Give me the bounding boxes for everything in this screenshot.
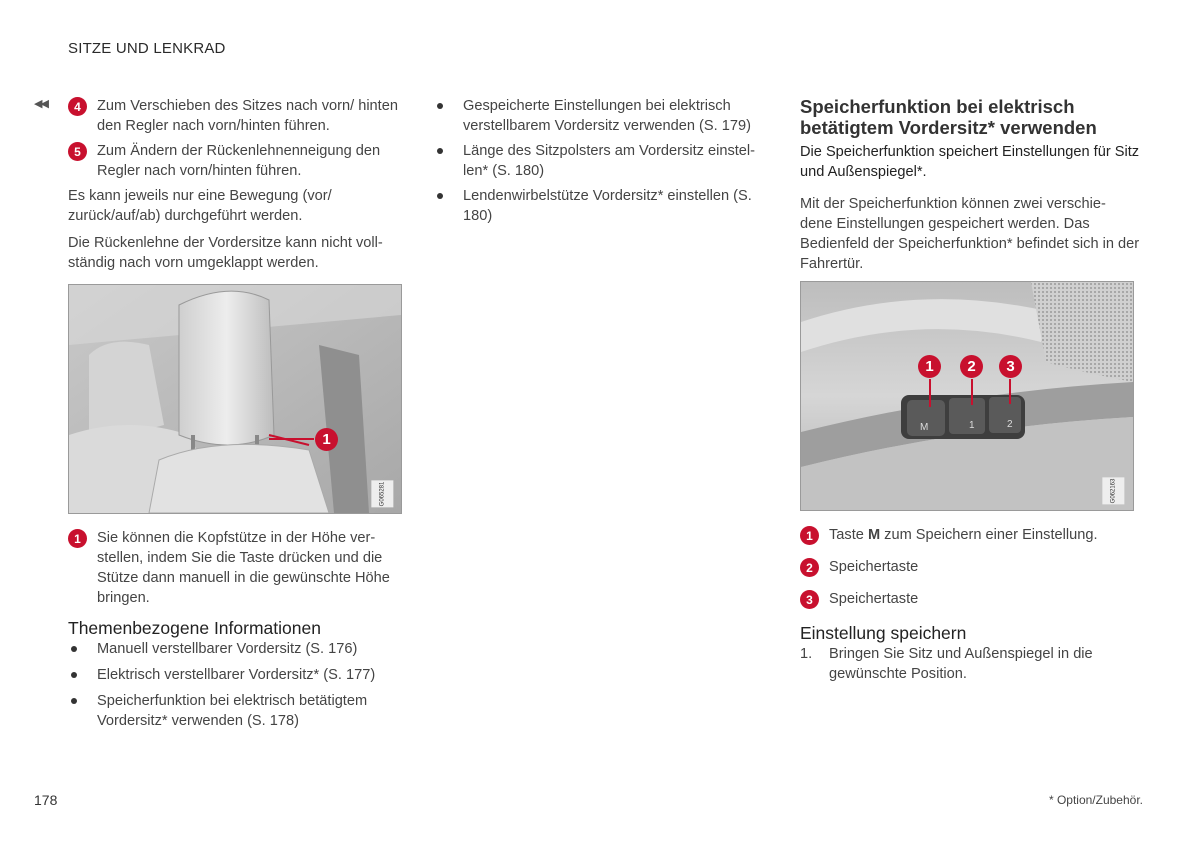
caption-number-badge: 1 <box>68 529 87 548</box>
legend-text-pre: Taste <box>829 527 868 543</box>
figure-legend <box>800 525 1140 609</box>
figure-id: G062163 <box>1102 478 1124 505</box>
callout-badge: 3 <box>999 355 1022 378</box>
legend-text: Speichertaste <box>829 591 919 607</box>
ordered-step-text: Bringen Sie Sitz und Außenspiegel in die gewünschte Position. <box>829 646 1093 682</box>
page-header: SITZE UND LENKRAD <box>68 40 226 57</box>
ordered-step <box>800 644 1140 684</box>
legend-item <box>800 525 1140 545</box>
paragraph: Die Rückenlehne der Vordersitze kann nicht voll- ständig nach vorn umgeklappt werden. <box>68 235 383 271</box>
legend-text: Speichertaste <box>829 559 919 575</box>
caption-item <box>68 528 408 608</box>
double-left-arrow-icon[interactable]: ◀◀ <box>34 98 47 110</box>
related-link[interactable]: Gespeicherte Einstellungen bei elektrisch verstellbarem Vordersitz verwenden (S. 179) <box>434 96 774 136</box>
legend-item <box>800 589 1140 609</box>
related-link[interactable]: Länge des Sitzpolsters am Vordersitz einstel- len* (S. 180) <box>434 141 774 181</box>
legend-number-badge: 3 <box>800 590 819 609</box>
related-link[interactable]: Speicherfunktion bei elektrisch betätigtem Vordersitz* verwenden (S. 178) <box>68 691 408 731</box>
legend-item <box>800 557 1140 577</box>
memory-button-2: 2 <box>1007 419 1013 430</box>
step-item <box>68 96 408 136</box>
ordered-step-number: 1. <box>800 646 813 662</box>
step-text: Zum Verschieben des Sitzes nach vorn/ hinten den Regler nach vorn/hinten führen. <box>97 98 398 134</box>
step-text: Zum Ändern der Rückenlehnenneigung den Regler nach vorn/hinten führen. <box>97 143 381 179</box>
headrest-drawing <box>69 285 401 513</box>
memory-button-m: M <box>920 422 929 433</box>
column-middle <box>434 96 774 231</box>
paragraph: Es kann jeweils nur eine Bewegung (vor/ zurück/auf/ab) durchgeführt werden. <box>68 188 332 224</box>
footnote: * Option/Zubehör. <box>1048 793 1143 807</box>
paragraph: Mit der Speicherfunktion können zwei verschie- dene Einstellungen gespeichert werden. Das Bedienfeld der Speicherfunktion* befindet sich in der Fahrertür. <box>800 196 1140 272</box>
memory-panel-illustration <box>800 281 1134 511</box>
legend-number-badge: 1 <box>800 526 819 545</box>
figure-id: G065281 <box>371 481 393 508</box>
door-panel-drawing <box>801 282 1133 510</box>
legend-number-badge: 2 <box>800 558 819 577</box>
page-number: 178 <box>34 792 58 808</box>
related-link[interactable]: Lendenwirbelstütze Vordersitz* einstellen (S. 180) <box>434 186 774 226</box>
legend-text-post: zum Speichern einer Einstellung. <box>880 527 1098 543</box>
caption-text: Sie können die Kopfstütze in der Höhe ver- stellen, indem Sie die Taste drücken und die Stütze dann manuell in die gewünschte Höhe bringen. <box>97 530 390 606</box>
callout-badge: 2 <box>960 355 983 378</box>
step-item <box>68 141 408 181</box>
headrest-illustration <box>68 284 402 514</box>
related-link[interactable]: Elektrisch verstellbarer Vordersitz* (S. 177) <box>68 665 408 685</box>
section-title: Speicherfunktion bei elektrisch betätigtem Vordersitz* verwenden <box>800 96 1097 138</box>
subheading: Einstellung speichern <box>800 623 967 643</box>
related-link[interactable]: Manuell verstellbarer Vordersitz (S. 176) <box>68 639 408 659</box>
memory-button-1: 1 <box>969 420 975 431</box>
lead-text: Die Speicherfunktion speichert Einstellungen für Sitz und Außenspiegel*. <box>800 144 1140 180</box>
column-right <box>800 96 1140 684</box>
callout-badge: 1 <box>918 355 941 378</box>
legend-text-bold: M <box>867 527 881 543</box>
callout-badge: 1 <box>315 428 338 451</box>
column-left <box>68 96 408 737</box>
related-heading: Themenbezogene Informationen <box>68 618 321 638</box>
step-number-badge: 5 <box>68 142 87 161</box>
step-number-badge: 4 <box>68 97 87 116</box>
